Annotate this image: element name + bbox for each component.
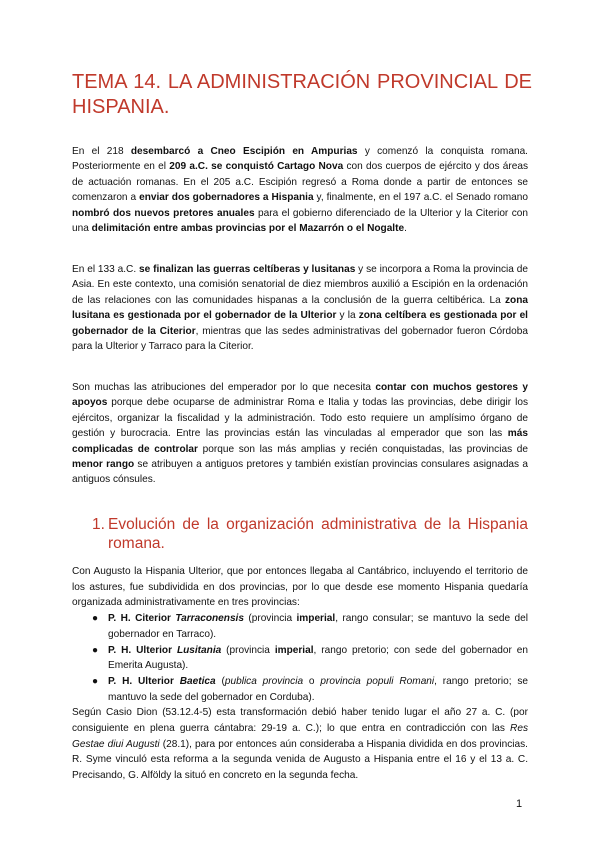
text-run: ( (215, 675, 225, 687)
text-run: , mientras que las sedes administrativas del gobernador fueron Córdoba para la Ulterior y Tarraco para la Citerior. (72, 325, 528, 353)
bold-italic-run: Baetica (179, 675, 216, 687)
list-item-baetica (72, 674, 528, 705)
paragraph-augusto-intro: Con Augusto la Hispania Ulterior, que por entonces llegaba al Cantábrico, incluyendo el territorio de los astures, fue subdividida en dos provincias, por lo que desde ese momento Hispania quedaría organizada administrativamente en tres provincias: (72, 566, 528, 609)
text-run: (provincia (243, 613, 297, 625)
text-run: porque son las más amplias y recién conquistadas, las provincias de (197, 443, 528, 455)
paragraph-casio-dion (72, 705, 528, 784)
text-run: con dos cuerpos de ejército y dos áreas de actuación romanas. En el 205 a.C. Escipión regresó a Roma donde a partir de entonces se comenzaron a (72, 161, 528, 204)
paragraph-augusto (72, 564, 528, 784)
bold-run: zona lusitana es gestionada por el gobernador de la Ulterior (72, 294, 528, 322)
province-list (72, 611, 528, 705)
text-run: , rango pretorio; con sede del gobernador en Emerita Augusta). (108, 644, 528, 672)
text-run: y comenzó la conquista romana. Posteriormente en el (72, 146, 528, 173)
bold-run: 209 a.C. se conquistó Cartago Nova (169, 161, 344, 173)
text-run: y la (336, 310, 359, 322)
bold-run: menor rango (72, 459, 135, 471)
bold-run: desembarcó a Cneo Escipión en Ampurias (130, 146, 358, 157)
bullet-icon: ● (92, 613, 99, 625)
bullet-icon: ● (92, 644, 99, 656)
text-run: Son muchas las atribuciones del emperador por lo que necesita (72, 382, 376, 393)
paragraph-133 (72, 262, 528, 354)
bold-run: más complicadas de controlar (72, 428, 528, 455)
text-run: se atribuyen a antiguos pretores y también existían provincias consulares asignadas a antiguos cónsules. (72, 459, 528, 486)
text-run: , rango consular; se mantuvo la sede del gobernador en Tarraco). (108, 613, 528, 640)
italic-run: publica provincia (224, 675, 304, 687)
italic-run: provincia populi Romani (320, 675, 435, 687)
text-run: y, finalmente, en el 197 a.C. el Senado romano (313, 192, 528, 204)
bold-run: imperial (296, 613, 336, 625)
text-run: o (303, 675, 321, 687)
text-run: para el gobierno diferenciado de la Ulterior y la Citerior con una (72, 207, 529, 235)
paragraph-intro (72, 144, 528, 236)
bold-run: zona celtíbera es gestionada por el gobernador de la Citerior (72, 310, 528, 337)
bold-italic-run: Lusitania (176, 644, 222, 656)
text-run: Según Casio Dion (53.12.4-5) esta transformación debió haber tenido lugar el año 27 a. C. (por consiguiente en plena guerra cántabra: 29-19 a. C.); lo que entra en contradicción con las (72, 707, 528, 735)
text-run: En el 218 (72, 146, 131, 157)
text-run: porque debe ocuparse de administrar Roma e Italia y todas las provincias, debe dirigir los ejércitos, organizar la fiscalidad y la administración. Todo esto requiere un amplísimo órgano de gestión y burocracia. Entre las provincias están las vinculadas al emperador que son las (72, 397, 528, 440)
bold-run: nombró dos nuevos pretores anuales (72, 207, 255, 219)
text-run: y se incorpora a Roma la provincia de Asia. En este contexto, una comisión senatorial de diez miembros auxilió a Escipión en la ordenación de las relaciones con las comunidades hispanas a la conclusión de la guerra celtibérica. La (72, 264, 528, 306)
bold-run: delimitación entre ambas provincias por el Mazarrón o el Nogalte (91, 223, 405, 235)
bold-run: enviar dos gobernadores a Hispania (139, 192, 314, 204)
paragraph-emperador (72, 380, 528, 488)
page-title: TEMA 14. LA ADMINISTRACIÓN PROVINCIAL DE HISPANIA. (72, 71, 532, 118)
bullet-icon: ● (92, 675, 99, 687)
section-heading (92, 515, 528, 553)
bold-run: P. H. Ulterior (108, 675, 180, 687)
bold-run: contar con muchos gestores y apoyos (72, 382, 529, 409)
list-item-tarraconensis (72, 611, 528, 642)
bold-run: imperial (274, 644, 314, 656)
text-run: En el 133 a.C. (72, 264, 139, 275)
italic-run: Res Gestae diui Augusti (72, 723, 528, 750)
page-number: 1 (516, 798, 523, 810)
bold-run: P. H. Ulterior (108, 644, 177, 656)
text-run: , rango pretorio; se mantuvo la sede del gobernador en Corduba). (108, 675, 528, 703)
section-heading-text: Evolución de la organización administrativa de la Hispania romana. (108, 516, 528, 552)
text-run: (28.1), para por entonces aún consideraba a Hispania dividida en dos provincias. R. Syme vinculó esta reforma a la segunda venida de Augusto a Hispania entre el 16 y el 13 a. C. Precisando, G. Alföldy la situó en concreto en la segunda fecha. (72, 738, 528, 782)
bold-italic-run: Tarraconensis (175, 613, 244, 625)
text-run: . (404, 223, 407, 235)
text-run: (provincia (221, 644, 275, 656)
list-item-lusitania (72, 643, 528, 674)
bold-run: se finalizan las guerras celtíberas y lusitanas (139, 264, 356, 275)
section-number: 1. (92, 516, 105, 533)
bold-run: P. H. Citerior (108, 613, 176, 625)
